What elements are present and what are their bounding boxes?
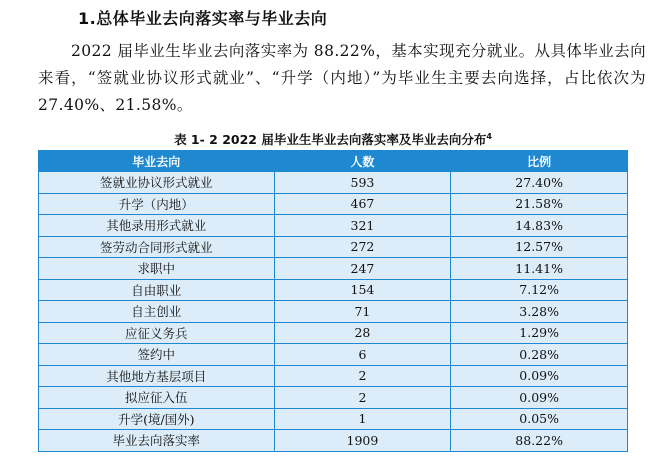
cell-ratio: 0.28% (451, 344, 628, 366)
cell-ratio: 0.09% (451, 387, 628, 409)
cell-count: 2 (274, 387, 451, 409)
summary-paragraph: 2022 届毕业生毕业去向落实率为 88.22%，基本实现充分就业。从具体毕业去向来看，“签就业协议形式就业”、“升学（内地）”为毕业生主要去向选择，占比依次为 27.40%、21.58%。 (38, 42, 646, 114)
cell-ratio: 0.05% (451, 408, 628, 430)
table-header (39, 151, 628, 172)
table-row (39, 279, 628, 301)
cell-destination: 其他地方基层项目 (39, 365, 275, 387)
cell-count: 6 (274, 344, 451, 366)
cell-count: 2 (274, 365, 451, 387)
cell-count: 272 (274, 236, 451, 258)
header-destination: 毕业去向 (39, 151, 275, 172)
cell-destination: 自由职业 (39, 279, 275, 301)
cell-count: 247 (274, 258, 451, 280)
destination-table (38, 150, 628, 452)
cell-count: 71 (274, 301, 451, 323)
table-caption (38, 130, 628, 148)
table-row (39, 193, 628, 215)
header-count: 人数 (274, 151, 451, 172)
cell-destination: 毕业去向落实率 (39, 430, 275, 452)
destination-table-wrapper (38, 150, 628, 452)
cell-ratio: 3.28% (451, 301, 628, 323)
cell-destination: 升学(境/国外) (39, 408, 275, 430)
cell-count: 1 (274, 408, 451, 430)
cell-count: 321 (274, 215, 451, 237)
cell-count: 467 (274, 193, 451, 215)
table-row (39, 408, 628, 430)
table-row (39, 236, 628, 258)
cell-destination: 签就业协议形式就业 (39, 172, 275, 194)
table-row (39, 215, 628, 237)
header-ratio: 比例 (451, 151, 628, 172)
cell-ratio: 7.12% (451, 279, 628, 301)
section-heading: 1.总体毕业去向落实率与毕业去向 (78, 9, 328, 28)
cell-ratio: 11.41% (451, 258, 628, 280)
table-row-total (39, 430, 628, 452)
cell-count: 593 (274, 172, 451, 194)
cell-ratio: 88.22% (451, 430, 628, 452)
cell-count: 1909 (274, 430, 451, 452)
table-row (39, 365, 628, 387)
table-header-row (39, 151, 628, 172)
table-row (39, 322, 628, 344)
cell-destination: 求职中 (39, 258, 275, 280)
table-caption-footnote: 4 (486, 131, 492, 141)
cell-destination: 应征义务兵 (39, 322, 275, 344)
table-row (39, 344, 628, 366)
table-caption-text: 表 1- 2 2022 届毕业生毕业去向落实率及毕业去向分布 (174, 132, 487, 147)
cell-destination: 升学（内地） (39, 193, 275, 215)
cell-ratio: 1.29% (451, 322, 628, 344)
table-row (39, 258, 628, 280)
cell-ratio: 0.09% (451, 365, 628, 387)
cell-ratio: 21.58% (451, 193, 628, 215)
table-row (39, 301, 628, 323)
cell-destination: 签约中 (39, 344, 275, 366)
cell-destination: 其他录用形式就业 (39, 215, 275, 237)
table-body (39, 172, 628, 452)
cell-ratio: 12.57% (451, 236, 628, 258)
table-row (39, 387, 628, 409)
cell-count: 28 (274, 322, 451, 344)
cell-ratio: 14.83% (451, 215, 628, 237)
cell-destination: 拟应征入伍 (39, 387, 275, 409)
table-row (39, 172, 628, 194)
cell-count: 154 (274, 279, 451, 301)
cell-destination: 自主创业 (39, 301, 275, 323)
cell-destination: 签劳动合同形式就业 (39, 236, 275, 258)
cell-ratio: 27.40% (451, 172, 628, 194)
